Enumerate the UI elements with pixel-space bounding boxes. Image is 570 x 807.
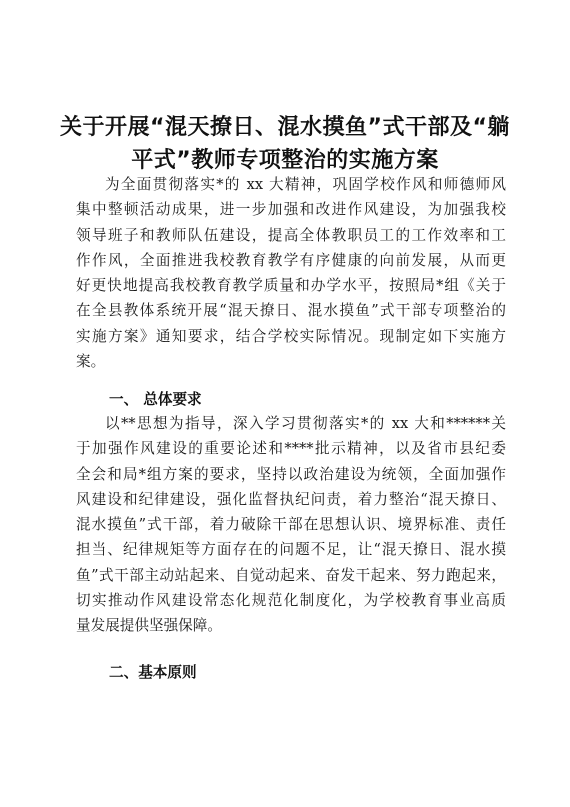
- paragraph-line: 量发展提供坚强保障。: [76, 617, 222, 635]
- paragraph-line: 作作风，全面推进我校教育教学有序健康的向前发展，从而更: [76, 251, 506, 269]
- paragraph-line: 风建设和纪律建设，强化监督执纪问责，着力整治“混天撩日、: [76, 490, 506, 508]
- paragraph-line: 领导班子和教师队伍建设，提高全体教职员工的工作效率和工: [76, 226, 506, 244]
- paragraph-line: 为全面贯彻落实*的 xx 大精神，巩固学校作风和师德师风: [105, 176, 506, 193]
- paragraph-line: 担当、纪律规矩等方面存在的问题不足，让“混天撩日、混水摸: [76, 541, 506, 559]
- paragraph-line: 在全县教体系统开展“混天撩日、混水摸鱼”式干部专项整治的: [76, 302, 506, 320]
- section-heading-overall-requirements: 一、 总体要求: [109, 391, 202, 408]
- paragraph-line: 以**思想为指导，深入学习贯彻落实*的 xx 大和******关: [105, 415, 506, 432]
- paragraph-line: 鱼”式干部主动站起来、自觉动起来、奋发干起来、努力跑起来，: [76, 566, 506, 584]
- section-1-paragraph: [76, 411, 506, 639]
- section-heading-basic-principles: 二、基本原则: [109, 664, 197, 681]
- paragraph-line: 案。: [76, 353, 106, 371]
- paragraph-line: 集中整顿活动成果，进一步加强和改进作风建设，为加强我校: [76, 201, 506, 219]
- paragraph-line: 于加强作风建设的重要论述和****批示精神，以及省市县纪委: [76, 440, 506, 458]
- document-title-line-1: 关于开展“混天撩日、混水摸鱼”式干部及“躺: [60, 115, 510, 140]
- intro-paragraph: [76, 172, 506, 374]
- paragraph-line: 实施方案》通知要求，结合学校实际情况。现制定如下实施方: [76, 327, 506, 345]
- paragraph-line: 切实推动作风建设常态化规范化制度化，为学校教育事业高质: [76, 592, 506, 610]
- paragraph-line: 好更快地提高我校教育教学质量和办学水平，按照局*组《关于: [76, 277, 506, 295]
- document-title-line-2: 平式”教师专项整治的实施方案: [131, 148, 439, 173]
- paragraph-line: 混水摸鱼”式干部，着力破除干部在思想认识、境界标准、责任: [76, 516, 506, 534]
- paragraph-line: 全会和局*组方案的要求，坚持以政治建设为统领，全面加强作: [76, 465, 506, 483]
